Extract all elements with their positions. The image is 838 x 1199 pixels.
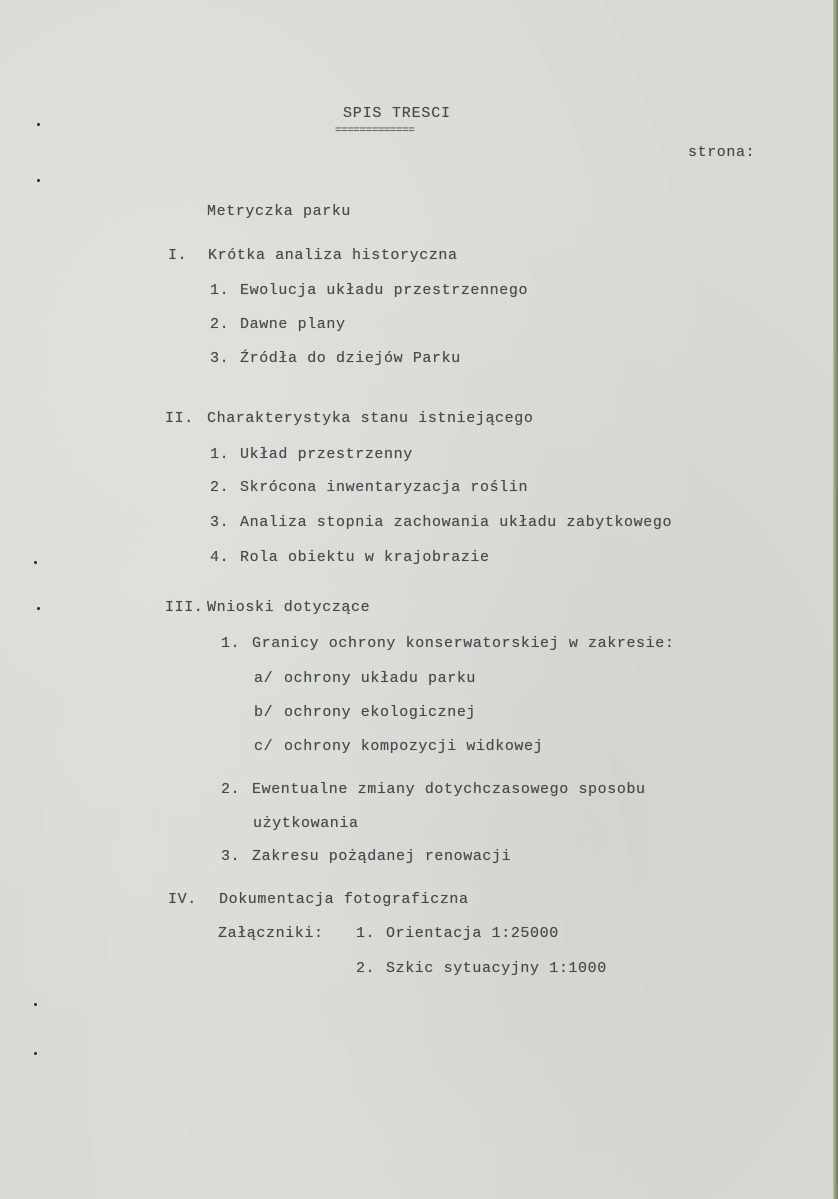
margin-speck	[34, 1003, 37, 1006]
page-edge	[833, 0, 838, 1199]
toc-section-title: Charakterystyka stanu istniejącego	[207, 410, 534, 427]
toc-item-continuation: użytkowania	[253, 815, 359, 832]
toc-item: Zakresu pożądanej renowacji	[252, 848, 512, 865]
toc-item: Ewolucja układu przestrzennego	[240, 282, 529, 299]
toc-subitem-letter: a/	[254, 670, 274, 687]
page-title: SPIS TRESCI	[343, 105, 451, 122]
attachment-number: 2.	[356, 960, 376, 977]
toc-subitem-letter: b/	[254, 704, 274, 721]
toc-item-number: 1.	[210, 282, 230, 299]
margin-speck	[34, 561, 37, 564]
toc-item-number: 2.	[210, 479, 230, 496]
toc-entry-metryczka: Metryczka parku	[207, 203, 352, 220]
margin-speck	[37, 179, 40, 182]
toc-item-number: 3.	[221, 848, 241, 865]
attachment-item: Orientacja 1:25000	[386, 925, 559, 942]
toc-section-number: II.	[165, 410, 194, 427]
toc-item: Układ przestrzenny	[240, 446, 413, 463]
toc-section-number: III.	[165, 599, 204, 616]
toc-item: Rola obiektu w krajobrazie	[240, 549, 490, 566]
margin-speck	[37, 123, 40, 126]
toc-subitem-letter: c/	[254, 738, 274, 755]
toc-section-number: IV.	[168, 891, 197, 908]
toc-item: Skrócona inwentaryzacja roślin	[240, 479, 529, 496]
toc-item: Granicy ochrony konserwatorskiej w zakresie:	[252, 635, 675, 652]
toc-item: Dawne plany	[240, 316, 346, 333]
toc-item-number: 3.	[210, 514, 230, 531]
margin-speck	[34, 1052, 37, 1055]
toc-item-number: 2.	[210, 316, 230, 333]
toc-subitem: ochrony kompozycji widkowej	[284, 738, 544, 755]
attachment-item: Szkic sytuacyjny 1:1000	[386, 960, 607, 977]
toc-subitem: ochrony układu parku	[284, 670, 477, 687]
toc-item-number: 3.	[210, 350, 230, 367]
toc-item: Źródła do dziejów Parku	[240, 350, 461, 367]
attachment-number: 1.	[356, 925, 376, 942]
title-underline: =============	[335, 125, 415, 137]
toc-section-title: Dokumentacja fotograficzna	[219, 891, 469, 908]
toc-item-number: 4.	[210, 549, 230, 566]
toc-item-number: 1.	[221, 635, 241, 652]
toc-section-title: Wnioski dotyczące	[207, 599, 371, 616]
toc-item-number: 1.	[210, 446, 230, 463]
page-column-label: strona:	[688, 144, 756, 161]
toc-subitem: ochrony ekologicznej	[284, 704, 477, 721]
toc-item-number: 2.	[221, 781, 241, 798]
margin-speck	[37, 607, 40, 610]
toc-section-number: I.	[168, 247, 188, 264]
attachments-label: Załączniki:	[218, 925, 324, 942]
toc-item: Ewentualne zmiany dotychczasowego sposobu	[252, 781, 646, 798]
toc-section-title: Krótka analiza historyczna	[208, 247, 458, 264]
toc-item: Analiza stopnia zachowania układu zabytkowego	[240, 514, 673, 531]
